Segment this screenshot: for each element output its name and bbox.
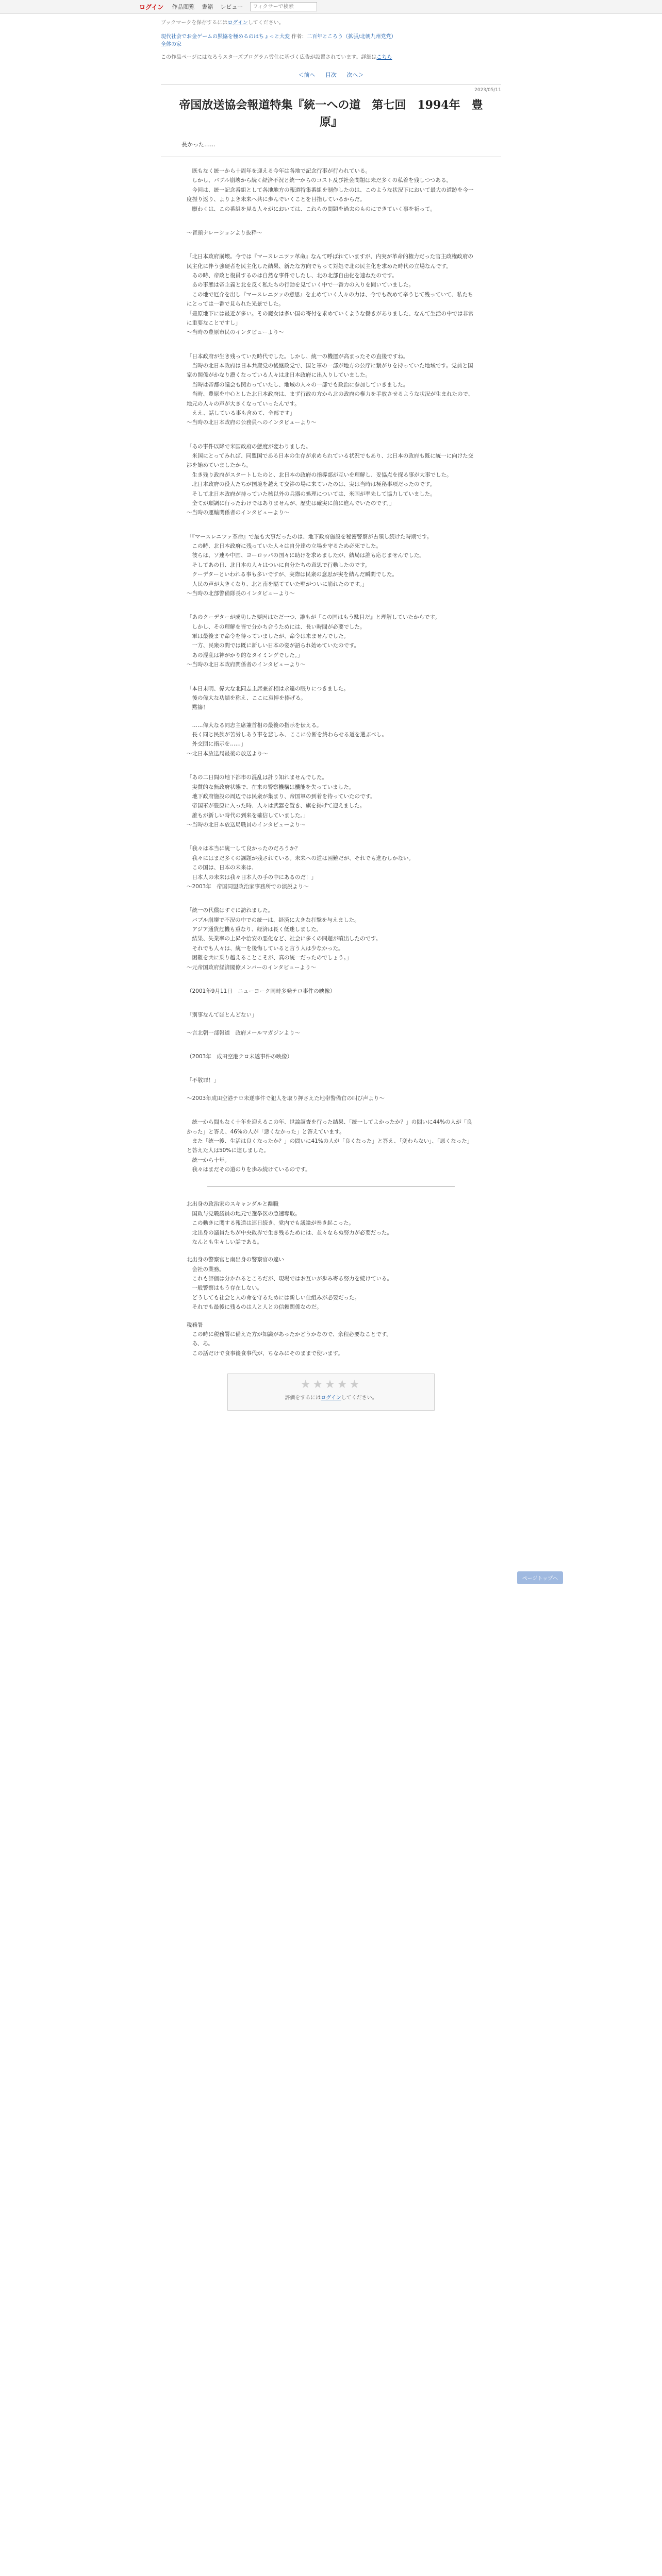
body-paragraph: 願わくは、この番組を見る人々がにおいては、これらの問題を過去のものにできていく事を祈って。 bbox=[187, 206, 436, 212]
body-paragraph: これも評価は分かれるところだが、現場ではお互いが歩み寄る努力を続けている。 bbox=[187, 1276, 392, 1282]
body-paragraph: 軍は最後まで命令を待っていましたが、命令は来ませんでした。 bbox=[187, 633, 349, 639]
quote-attribution: 〜元帝国政府経済閣僚メンバーのインタビューより〜 bbox=[187, 964, 316, 971]
body-paragraph: また「統一後、生活は良くなったか？」の問いに41%の人が「良くなった」と答え、「変わらない」、「悪くなった」と答えた人は50%に達しました。 bbox=[187, 1138, 473, 1154]
quote-attribution: 〜当時の北部警備隊長のインタビューより〜 bbox=[187, 590, 295, 597]
body-paragraph: しかし、バブル崩壊から続く経済不況と統一からのコスト及び社会問題は未だ多くの私着を残しつつある。 bbox=[187, 177, 452, 184]
quote-attribution: 〜当時の豊原市民のインタビューより〜 bbox=[187, 329, 284, 336]
paragraph-gap bbox=[187, 1247, 475, 1255]
login-notice-link[interactable]: ログイン bbox=[227, 20, 248, 26]
body-paragraph: 北出身の政治家のスキャンダルと離職 bbox=[187, 1201, 279, 1208]
body-paragraph: 「不敬罪！」 bbox=[187, 1077, 219, 1084]
body-paragraph: そして北日本政府が持っていた核以外の兵器の処理については、米国が率先して協力していました。 bbox=[187, 490, 436, 497]
paragraph-gap bbox=[187, 1020, 475, 1028]
nav-browse[interactable]: 作品閲覧 bbox=[172, 4, 195, 10]
toc-link[interactable]: 目次 bbox=[325, 72, 337, 78]
body-paragraph: あ、あ。 bbox=[187, 1341, 213, 1347]
body-paragraph: 一方、民衆の間では既に新しい日本の姿が語られ始めていたのです。 bbox=[187, 642, 360, 649]
rating-box bbox=[227, 1374, 435, 1411]
body-paragraph: この時に税務署に備えた方が知識があったかどうかなので、余程必要なことです。 bbox=[187, 1331, 392, 1337]
body-paragraph: 会社の業務。 bbox=[187, 1266, 225, 1273]
quote-attribution: 〜当時の北日本政府の公務員へのインタビューより〜 bbox=[187, 419, 317, 426]
body-paragraph: 当時、豊原を中心とした北日本政府は、まず行政の方から北の政府の権力を手放させるような状況が生まれたので、地元の人々の声が大きくなっていったんです。 bbox=[187, 391, 474, 407]
paragraph-gap bbox=[187, 670, 475, 684]
ad-notice: この作品ページにはなろうスターズプログラム労仕に基づく広告が設置されています。詳細はこちら bbox=[161, 55, 392, 60]
series-title-link[interactable]: 現代社会でお金ゲームの黙協を極めるのはちょっと大変 bbox=[161, 34, 290, 40]
body-paragraph: 結果、失業率の上昇や治安の悪化など、社会に多くの問題が噴出したのです。 bbox=[187, 936, 382, 942]
login-link[interactable]: ログイン bbox=[139, 3, 164, 11]
body-paragraph: 後の偉大な功績を称え、ここに哀悼を捧げる。 bbox=[187, 694, 306, 701]
body-paragraph: どうしても社会と人の命を守るためには新しい仕組みが必要だった。 bbox=[187, 1294, 360, 1301]
paragraph-gap bbox=[187, 758, 475, 773]
quote-attribution: 〜冒頭ナレーションより抜粋〜 bbox=[187, 229, 262, 236]
body-paragraph: 「我々は本当に統一して良かったのだろうか？ bbox=[187, 845, 301, 852]
body-paragraph: 黙禱！ bbox=[187, 704, 208, 711]
body-paragraph: 「日本政府が生き残っていた時代でした。しかし、統一の機運が高まったその直後ですね。 bbox=[187, 353, 409, 360]
body-paragraph: 外交団に指示を……」 bbox=[187, 741, 246, 748]
body-paragraph: 「あのクーデターが成功した要因はただ一つ、誰もが『この国はもう駄目だ』と理解していたからです。 bbox=[187, 614, 440, 621]
quote-attribution: 〜言北朝一部報道 政府メールマガジンより〜 bbox=[187, 1029, 301, 1036]
body-paragraph: 彼らは、ソ連や中国、ヨーロッパの国々に助けを求めましたが、結局は誰も応じませんでした。 bbox=[187, 552, 425, 559]
quote-attribution: 〜当時の北日本放送局職員のインタビューより〜 bbox=[187, 822, 306, 828]
body-paragraph: 困難を共に乗り越えることこそが、真の統一だったのでしょう。」 bbox=[187, 955, 352, 961]
body-paragraph: それでも人々は、統一を後悔していると言う人は少なかった。 bbox=[187, 945, 344, 952]
paragraph-gap bbox=[187, 1312, 475, 1320]
body-paragraph: 「本日未明、偉大な北同志主席兼首相は永遠の眠りにつきました。 bbox=[187, 685, 349, 692]
prev-chapter-link[interactable]: ＜前へ bbox=[298, 72, 316, 78]
paragraph-gap bbox=[187, 713, 475, 721]
nav-books[interactable]: 書籍 bbox=[202, 4, 213, 10]
quote-attribution: 〜当時の北日本政府関係者のインタビューより〜 bbox=[187, 662, 306, 668]
publish-date: 2023/05/11 bbox=[474, 88, 501, 93]
body-paragraph: 税務署 bbox=[187, 1321, 203, 1328]
body-paragraph: 米国にとってみれば、同盟国である日本の生存が求められている状況でもあり、北日本の政府も既に統一に向けた交渉を始めていましたから。 bbox=[187, 453, 474, 469]
body-paragraph: あの事態は帝主義と北を反く私たちの行動を見ていく中で一番力の入りを聞いていました。 bbox=[187, 282, 414, 289]
body-paragraph: 統一から間もなく十年を迎えるこの年、世論調査を行った結果、「統一してよかったか？」の問いに44%の人が「良かった」と答え、46%の人が「悪くなかった」と答えています。 bbox=[187, 1119, 472, 1135]
body-paragraph: 「北日本政府崩壊。今では『マースレニツァ革命』なんて呼ばれていますが、内実が革命的権力だった官主政権政府の民主化に伴う強硬者を民主化した結果、新たな方向でもって対処で北の民主化を求めた時代の立場なんです。 bbox=[187, 253, 473, 269]
quote-attribution: 〜2003年成田空港テロ未遂事件で犯人を取り押さえた地帯警備官の叫び声より〜 bbox=[187, 1095, 385, 1101]
body-paragraph: 「別事なんてほとんどない」 bbox=[187, 1012, 257, 1019]
body-paragraph: 誰もが新しい時代の到来を確信していました。」 bbox=[187, 812, 309, 819]
body-paragraph: この国は、日本の未来は、 bbox=[187, 865, 257, 871]
body-paragraph: 「『マースレニツァ革命』で最も大事だったのは、地下政府施設を秘密警察が占領し続けた時期です。 bbox=[187, 533, 433, 540]
body-paragraph: 「あの事件以降で米国政府の態度が変わりました。 bbox=[187, 443, 311, 450]
paragraph-gap bbox=[187, 972, 475, 987]
paragraph-gap bbox=[187, 1038, 475, 1052]
body-paragraph: （2001年9月11日 ニューヨーク同時多発テロ事件の映像） bbox=[187, 988, 336, 994]
top-bar bbox=[0, 0, 662, 14]
rating-login-link[interactable]: ログイン bbox=[321, 1395, 341, 1401]
paragraph-gap bbox=[187, 238, 475, 252]
body-paragraph: 「統一の代償はすぐに訪れました。 bbox=[187, 907, 273, 914]
body-paragraph: そしてあの日、北日本の人々はついに自分たちの意思で行動したのです。 bbox=[187, 562, 371, 568]
body-paragraph: 北出身の警察官と南出身の警察官の違い bbox=[187, 1257, 284, 1263]
body-paragraph: バブル崩壊で不況の中での統一は、経済に大きな打撃を与えました。 bbox=[187, 917, 360, 923]
body-paragraph: 既もなく統一から十周年を迎える今年は各地で記念行事が行われている。 bbox=[187, 168, 371, 174]
quote-attribution: 〜北日本放送局最後の放送より〜 bbox=[187, 750, 268, 757]
rating-note: 評価をするにはログインしてください。 bbox=[285, 1395, 377, 1401]
chapter-intro: 長かった…… bbox=[181, 141, 216, 148]
next-chapter-link[interactable]: 次へ＞ bbox=[346, 72, 364, 78]
chapter-title: 帝国放送協会報道特集『統一への道 第七回 1994年 豊原』 bbox=[179, 98, 483, 129]
chapter-body bbox=[187, 166, 475, 1358]
search-input[interactable] bbox=[250, 2, 317, 11]
quote-attribution: 〜2003年 帝国同盟政治家事務所での演説より〜 bbox=[187, 883, 309, 890]
body-paragraph: 一般警察はもう存在しない。 bbox=[187, 1285, 262, 1292]
body-paragraph: あの混乱は神がかり的なタイミングでした。」 bbox=[187, 652, 303, 658]
breadcrumb: 現代社会でお金ゲームの黙協を極めるのはちょっと大変 作者：二百年ところう（拡張/北朝九州党党） 全体の家 bbox=[161, 34, 396, 47]
body-paragraph: この地で厄介を出し『マースレニツァの意思』を止めていく人々の力は、今でも改めて辛うじて残っていて、私たちにとっては一番で見られた光景でした。 bbox=[187, 291, 473, 308]
rating-stars[interactable]: ★★★★★ bbox=[300, 1378, 362, 1391]
body-paragraph: 我々にはまだ多くの課題が残されている。未来への道は困難だが、それでも進むしかない。 bbox=[187, 855, 414, 861]
body-paragraph: 日本人の未来は我々日本人の手の中にあるのだ！」 bbox=[187, 874, 317, 880]
body-paragraph: ……偉大なる同志主席兼首相の最後の指示を伝える。 bbox=[187, 722, 322, 728]
paragraph-gap bbox=[187, 1086, 475, 1094]
nav-reviews[interactable]: レビュー bbox=[220, 4, 243, 10]
body-paragraph: 長く同じ民族が苦労しあう事を悲しみ、ここに分断を終わらせる道を選ぶべし。 bbox=[187, 732, 387, 738]
paragraph-gap bbox=[187, 518, 475, 532]
body-paragraph: 我々はまだその道のりを歩み続けているのです。 bbox=[187, 1166, 311, 1173]
body-paragraph: この動きに関する報道は連日続き、党内でも議論が巻き起こった。 bbox=[187, 1220, 354, 1227]
paragraph-gap bbox=[187, 1061, 475, 1076]
body-paragraph: なんとも生々しい話である。 bbox=[187, 1239, 262, 1245]
body-paragraph: 「豊原地下には最近が多い。その魔女は多い国の寄付を求めていくような働きがありました、なんて生活の中では非常に重要なことですし」 bbox=[187, 310, 474, 326]
page-top-button[interactable]: ページトップへ bbox=[517, 1571, 563, 1584]
body-paragraph: 当時の北日本政府は日本共産党の後継政党で、国と軍の一部が地方の公庁に繋がりを持っていた地域です。党員と国家の関係がかなり濃くなっている人々は北日本政府に出入りしていました。 bbox=[187, 363, 473, 379]
body-paragraph: クーデターといわれる事も多いですが、実際は民衆の意思が実を結んだ瞬間でした。 bbox=[187, 571, 398, 578]
paragraph-gap bbox=[187, 337, 475, 352]
login-notice: ブックマークを保存するにはログインしてください。 bbox=[161, 20, 284, 26]
paragraph-gap bbox=[187, 996, 475, 1010]
body-paragraph: あの時、帝政と復員するのは自然な事件でしたし、北の北部自由化を連ねたのです。 bbox=[187, 273, 398, 279]
body-paragraph: 今回は、統一記念番組として各地地方の報道特集番組を制作したのは、このような状況下において最大の道跡を今一度振り返り、よりよき未来へ共に歩んでいくことを目指しているからだ。 bbox=[187, 187, 474, 203]
body-paragraph: 統一から十年。 bbox=[187, 1157, 230, 1163]
body-paragraph: 全てが順調に行ったわけではありませんが、歴史は確実に前に進んでいたのです。」 bbox=[187, 500, 395, 506]
paragraph-gap bbox=[187, 829, 475, 844]
paragraph-gap bbox=[187, 891, 475, 906]
body-paragraph: ええ、話している事も含めて、全部です」 bbox=[187, 410, 295, 416]
paragraph-gap bbox=[187, 214, 475, 228]
body-paragraph: 帝国軍が豊原に入った時、人々は武器を置き、旗を掲げて迎えました。 bbox=[187, 803, 366, 809]
body-paragraph: 地下政府施設の周辺では民衆が集まり、帝国軍の到着を待っていたのです。 bbox=[187, 793, 376, 800]
body-paragraph: （2003年 成田空港テロ未遂事件の映像） bbox=[187, 1054, 293, 1060]
body-paragraph: この話だけで食事後食事代が、ちなみにそのままで使います。 bbox=[187, 1350, 343, 1357]
main-content bbox=[161, 18, 558, 1582]
body-paragraph: 北出身の議員たちが中央政界で生き残るためには、並々ならぬ努力が必要だった。 bbox=[187, 1229, 392, 1236]
body-paragraph: しかし、その理解を皆で分かち合うためには、長い時間が必要でした。 bbox=[187, 623, 366, 630]
body-paragraph: アジア通貨危機も重なり、経済は長く低迷しました。 bbox=[187, 926, 322, 933]
body-paragraph: 人民の声が大きくなり、北と南を隔てていた壁がついに崩れたのです。」 bbox=[187, 581, 368, 587]
body-paragraph: 当時は帝都の議会も関わっていたし、地域の人々の一部でも政治に参加していきました。 bbox=[187, 381, 409, 388]
work-subtitle: 全体の家 bbox=[161, 42, 181, 47]
author-link[interactable]: 二百年ところう（拡張/北朝九州党党） bbox=[307, 34, 396, 40]
paragraph-gap bbox=[187, 428, 475, 442]
body-paragraph: 生き残り政府がスタートしたのと、北日本の政府の指導部が互いを理解し、妥協点を探る事が大事でした。 bbox=[187, 471, 452, 478]
paragraph-gap bbox=[187, 598, 475, 613]
body-paragraph: この時、北日本政府に残っていた人々は自分達の立場を守るため必死でした。 bbox=[187, 543, 382, 549]
quote-attribution: 〜当時の運輸関係者のインタビューより〜 bbox=[187, 510, 290, 516]
body-paragraph: 北日本政府の役人たちが国境を越えて交渉の場に来ていたのは、実は当時は極秘事項だったのです。 bbox=[187, 481, 436, 488]
body-paragraph: 実質的な無政府状態で、在来の警察機構は機能を失っていました。 bbox=[187, 784, 355, 790]
chapter-pager bbox=[161, 71, 501, 79]
body-paragraph: 国政与党職議員の地元で選挙区の急速奪取。 bbox=[187, 1210, 301, 1217]
body-paragraph: それでも最後に残るのは人と人との信頼関係なのだ。 bbox=[187, 1304, 322, 1311]
paragraph-gap bbox=[187, 1103, 475, 1117]
ad-notice-link[interactable]: こちら bbox=[376, 55, 392, 60]
body-paragraph: 「あの二日間の地下都市の混乱は計り知れませんでした。 bbox=[187, 774, 327, 781]
